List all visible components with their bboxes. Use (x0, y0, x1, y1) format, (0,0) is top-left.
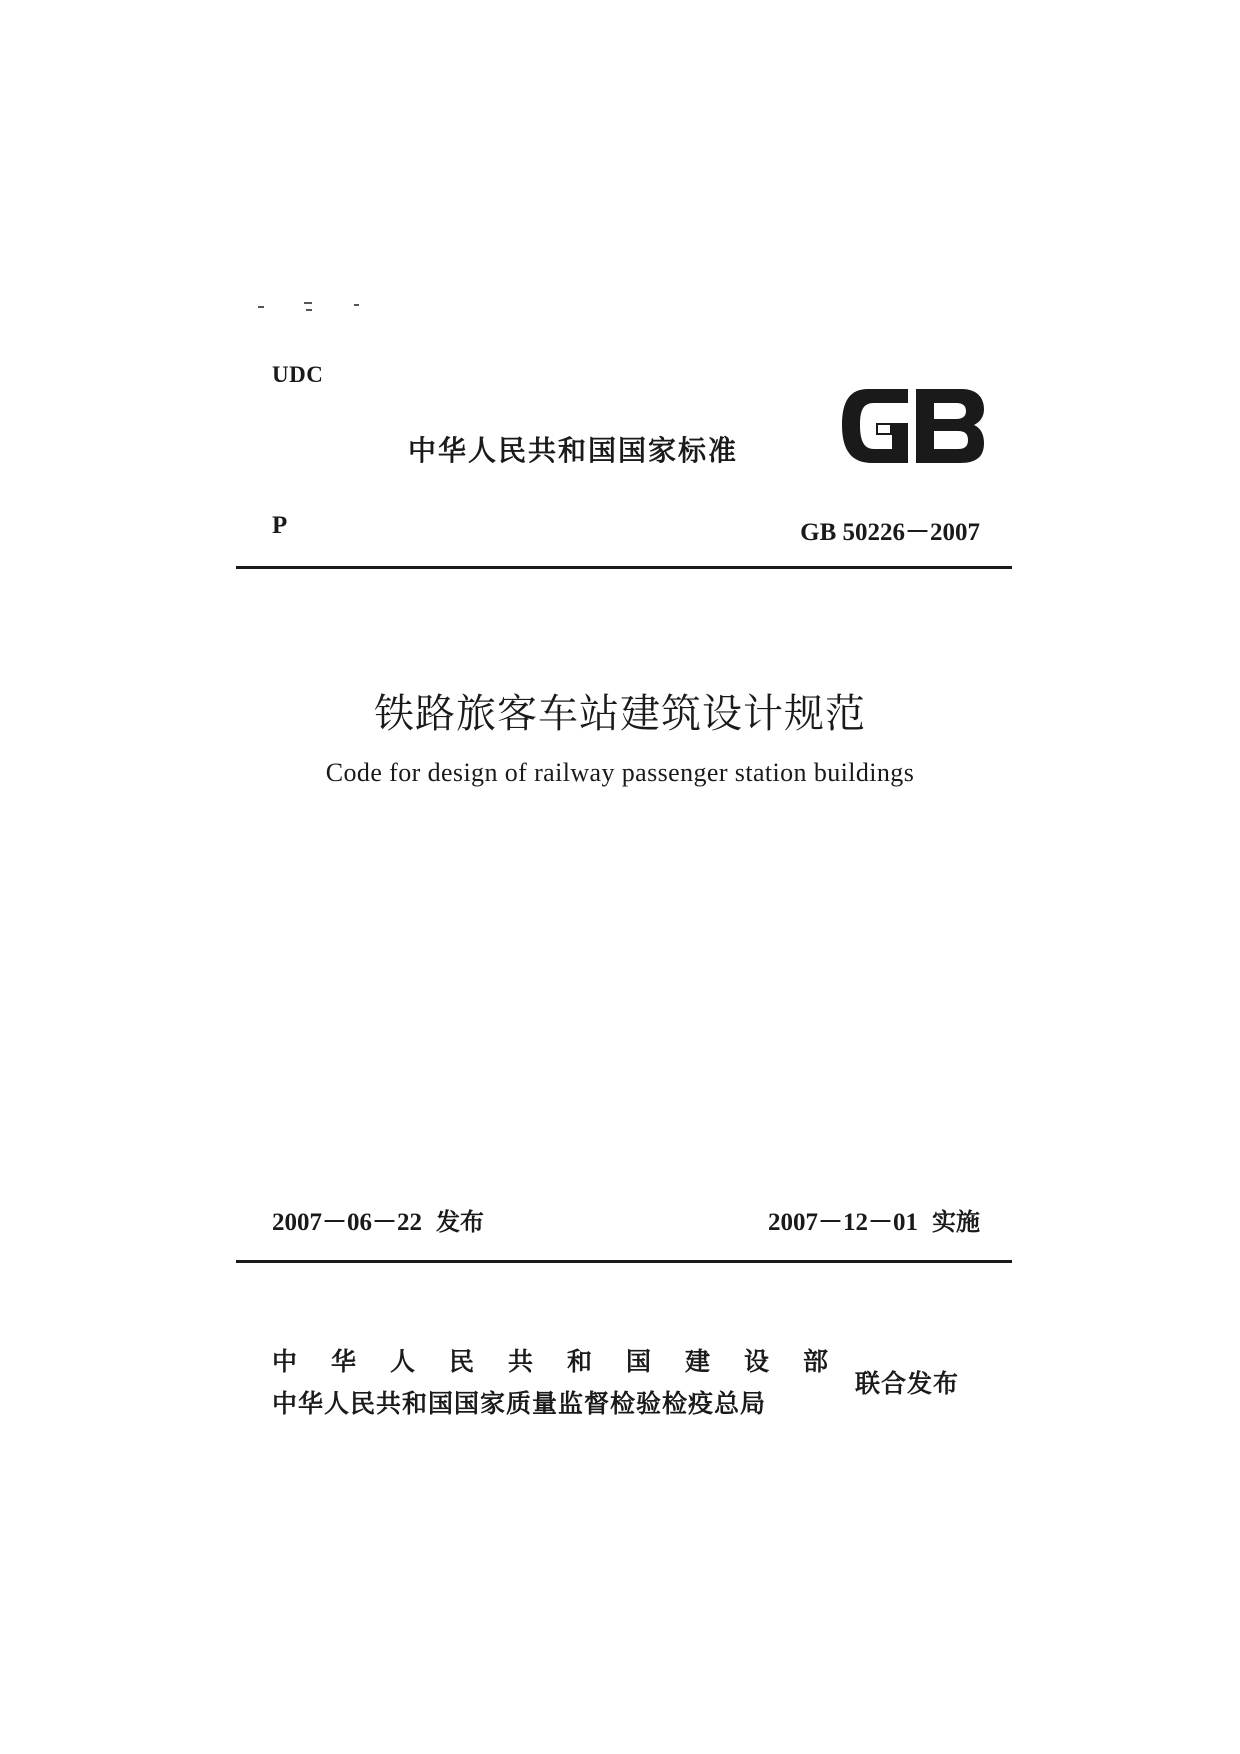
effective-date: 2007－12－01 (767, 1209, 918, 1236)
effective-label: 实施 (932, 1208, 980, 1236)
national-standard-heading: 中华人民共和国国家标准 (408, 434, 739, 467)
issue-label: 发布 (436, 1208, 485, 1236)
scan-specks (258, 298, 368, 312)
udc-label: UDC (272, 362, 324, 387)
standard-number: GB 50226－2007 (800, 519, 980, 546)
footer-divider (236, 1260, 1012, 1263)
issuer-aqsiq: 中华人民共和国国家质量监督检验检疫总局 (272, 1389, 767, 1418)
title-english: Code for design of railway passenger station buildings (325, 758, 915, 787)
title-chinese: 铁路旅客车站建筑设计规范 (374, 691, 866, 737)
classification-code: P (272, 512, 288, 539)
issuer-ministry-of-construction: 中华人民共和国建设部 (272, 1347, 863, 1376)
effective-date-line (768, 1202, 980, 1238)
joint-release-label: 联合发布 (855, 1369, 960, 1398)
issue-date: 2007－06－22 (272, 1209, 423, 1236)
issue-date-line (272, 1202, 484, 1238)
gb-logo-mark (842, 389, 984, 463)
header-divider (236, 566, 1012, 569)
gb-logo (838, 385, 986, 467)
